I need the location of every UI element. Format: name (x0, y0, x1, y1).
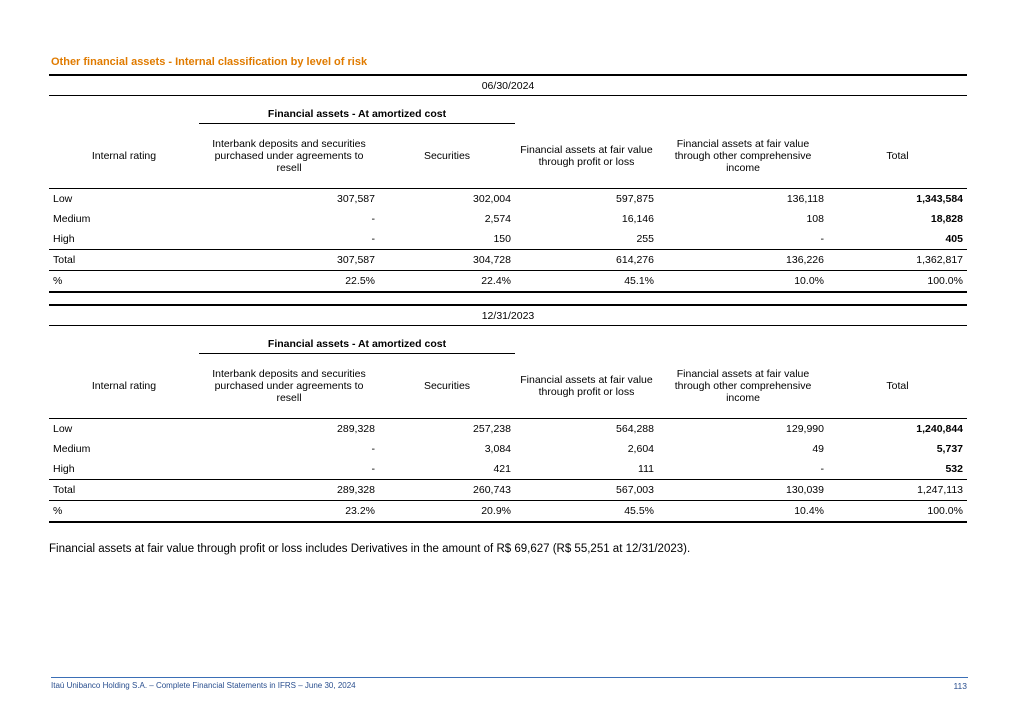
table-row (49, 419, 967, 440)
fvtpl-value: 255 (636, 233, 654, 245)
date-header-row (49, 305, 967, 326)
interbank-value: - (371, 233, 375, 245)
securities-header: Securities (423, 380, 471, 392)
securities-value: 260,743 (379, 480, 515, 501)
securities-value: 3,084 (484, 443, 511, 455)
fvoci-value: 10.4% (658, 501, 828, 523)
row-label: Total (49, 250, 199, 271)
section-title: Other financial assets - Internal classification by level of risk (51, 56, 368, 68)
total-row (49, 480, 967, 501)
amortized-cost-group-header: Financial assets - At amortized cost (199, 96, 515, 124)
interbank-value: 289,328 (199, 419, 379, 440)
internal-rating-header: Internal rating (91, 379, 157, 392)
total-value: 405 (945, 233, 963, 245)
interbank-value: 23.2% (199, 501, 379, 523)
fvtpl-header: Financial assets at fair value through profit or loss (520, 143, 653, 168)
percentage-row (49, 271, 967, 293)
fvoci-value: 130,039 (658, 480, 828, 501)
total-value: 1,240,844 (828, 419, 967, 440)
securities-value: 20.9% (379, 501, 515, 523)
securities-value: 22.4% (379, 271, 515, 293)
total-value: 1,247,113 (828, 480, 967, 501)
securities-value: 302,004 (379, 189, 515, 210)
group-header-row (49, 96, 967, 124)
total-row (49, 250, 967, 271)
interbank-value: - (371, 443, 375, 455)
fvtpl-value: 2,604 (627, 443, 654, 455)
total-header: Total (886, 379, 909, 392)
fvtpl-value: 45.1% (515, 271, 658, 293)
total-value: 1,343,584 (828, 189, 967, 210)
amortized-cost-group-header: Financial assets - At amortized cost (199, 326, 515, 354)
row-label: % (49, 271, 199, 293)
interbank-value: 22.5% (199, 271, 379, 293)
table-date: 06/30/2024 (49, 75, 967, 96)
percentage-row (49, 501, 967, 523)
fvtpl-header: Financial assets at fair value through profit or loss (520, 373, 653, 398)
footer-text: Itaú Unibanco Holding S.A. – Complete Financial Statements in IFRS – June 30, 2024 (51, 681, 356, 690)
fvtpl-value: 597,875 (515, 189, 658, 210)
risk-table-2023 (49, 304, 967, 523)
total-value: 532 (945, 463, 963, 475)
total-value: 100.0% (828, 271, 967, 293)
row-label: Medium (53, 213, 91, 225)
securities-value: 2,574 (484, 213, 511, 225)
row-label: % (49, 501, 199, 523)
footnote: Financial assets at fair value through profit or loss includes Derivatives in the amount of R$ 69,627 (R$ 55,251 at 12/31/2023). (49, 543, 691, 555)
fvoci-value: 10.0% (658, 271, 828, 293)
fvtpl-value: 45.5% (515, 501, 658, 523)
table-row (49, 189, 967, 210)
total-value: 1,362,817 (828, 250, 967, 271)
securities-value: 150 (493, 233, 511, 245)
total-value: 5,737 (936, 443, 963, 455)
interbank-value: 307,587 (199, 250, 379, 271)
table-row (49, 229, 967, 250)
fvoci-value: 49 (812, 443, 824, 455)
row-label: Medium (53, 443, 91, 455)
securities-value: 257,238 (379, 419, 515, 440)
fvtpl-value: 614,276 (515, 250, 658, 271)
row-label: High (53, 463, 75, 475)
table-row (49, 209, 967, 229)
interbank-header: Interbank deposits and securities purchased under agreements to resell (212, 138, 366, 174)
fvoci-value: 108 (806, 213, 824, 225)
table-date: 12/31/2023 (49, 305, 967, 326)
date-header-row (49, 75, 967, 96)
risk-table-2024 (49, 74, 967, 293)
fvoci-value: - (820, 463, 824, 475)
interbank-value: 289,328 (199, 480, 379, 501)
fvtpl-value: 111 (638, 463, 654, 475)
total-value: 100.0% (828, 501, 967, 523)
internal-rating-header: Internal rating (91, 149, 157, 162)
interbank-value: 307,587 (199, 189, 379, 210)
securities-header: Securities (423, 150, 471, 162)
fvoci-value: 136,118 (658, 189, 828, 210)
interbank-header: Interbank deposits and securities purchased under agreements to resell (212, 368, 366, 404)
fvoci-header: Financial assets at fair value through other comprehensive income (674, 367, 812, 404)
securities-value: 304,728 (379, 250, 515, 271)
column-header-row (49, 124, 967, 189)
interbank-value: - (371, 213, 375, 225)
fvoci-value: 129,990 (658, 419, 828, 440)
page-number: 113 (953, 681, 967, 691)
row-label: High (53, 233, 75, 245)
fvoci-value: 136,226 (658, 250, 828, 271)
row-label: Total (49, 480, 199, 501)
group-header-row (49, 326, 967, 354)
fvtpl-value: 567,003 (515, 480, 658, 501)
total-header: Total (886, 149, 909, 162)
table-row (49, 459, 967, 480)
fvoci-value: - (820, 233, 824, 245)
interbank-value: - (371, 463, 375, 475)
fvoci-header: Financial assets at fair value through other comprehensive income (674, 137, 812, 174)
footer-divider (51, 677, 968, 678)
row-label: Low (49, 189, 199, 210)
fvtpl-value: 564,288 (515, 419, 658, 440)
total-value: 18,828 (930, 213, 963, 225)
row-label: Low (49, 419, 199, 440)
securities-value: 421 (493, 463, 511, 475)
fvtpl-value: 16,146 (621, 213, 654, 225)
column-header-row (49, 354, 967, 419)
table-row (49, 439, 967, 459)
